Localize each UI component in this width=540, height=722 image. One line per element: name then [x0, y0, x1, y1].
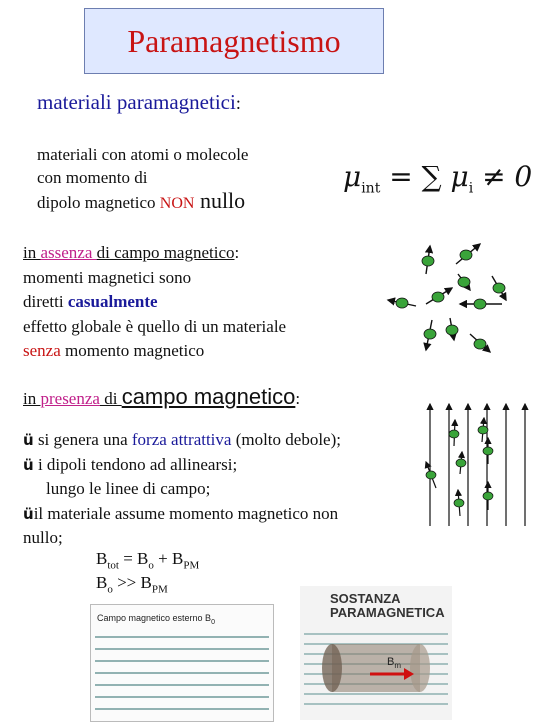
eq1-tot: tot	[107, 559, 119, 572]
heading3-campo: campo magnetico	[121, 384, 296, 409]
field-lines	[430, 404, 525, 526]
bullet-2	[23, 453, 341, 478]
dipole	[426, 288, 452, 304]
heading3-colon: :	[295, 389, 301, 408]
para1-nullo: nullo	[194, 188, 246, 213]
random-dipoles	[388, 244, 506, 352]
eq2-b: B	[96, 573, 108, 592]
bm-label	[387, 656, 401, 670]
substance-label-line1: SOSTANZA	[330, 591, 401, 606]
para1-line3-prefix: dipolo magnetico	[37, 193, 160, 212]
para2-line5-rest: momento magnetico	[60, 341, 205, 360]
check-icon: ü	[23, 504, 34, 523]
title-box	[84, 8, 384, 74]
para2-casualmente: casualmente	[67, 292, 158, 311]
page-title: Paramagnetismo	[127, 23, 341, 59]
eq1-plus: + B	[153, 549, 184, 568]
sum-formula	[343, 160, 532, 197]
para2-line2: momenti magnetici sono	[23, 267, 192, 287]
absence-paragraph	[23, 241, 286, 364]
external-field-label-text: Campo magnetico esterno B	[97, 613, 212, 623]
formula-neq: ≠ 0	[473, 160, 533, 193]
external-field-label	[97, 613, 215, 626]
para1-line1: materiali con atomi o molecole	[37, 145, 249, 164]
bullet-1-prefix: si genera una	[33, 430, 132, 449]
random-dipoles-figure	[380, 232, 520, 362]
dipole	[424, 320, 436, 350]
definition-paragraph	[37, 143, 248, 215]
dipole	[422, 246, 434, 274]
dipole	[483, 438, 493, 464]
para2-assenza: assenza	[40, 243, 97, 262]
dipole	[456, 452, 466, 474]
equation-2	[96, 573, 168, 595]
bullet-list	[23, 428, 341, 551]
check-icon: ü	[23, 455, 34, 474]
bullet-1	[23, 428, 341, 453]
para2-line3	[23, 290, 286, 315]
eq1-mid: = B	[118, 549, 149, 568]
substance-label	[330, 592, 445, 620]
formula-int: int	[361, 180, 381, 197]
eq1-pm: PM	[183, 559, 200, 572]
bullet-2-cont: lungo le linee di campo;	[46, 479, 211, 498]
dipole	[454, 490, 464, 516]
eq2-pm: PM	[151, 583, 168, 596]
substance-label-line2: PARAMAGNETICA	[330, 605, 445, 620]
bullet-3	[23, 502, 341, 527]
eq1-o: o	[148, 559, 154, 572]
dipole	[492, 276, 506, 300]
heading3-di: di	[99, 389, 122, 408]
dipole	[446, 318, 458, 340]
aligned-dipoles	[426, 418, 493, 516]
para2-colon: :	[234, 243, 240, 262]
eq2-o: o	[107, 583, 113, 596]
bullet-1-forza: forza attrattiva	[131, 430, 232, 449]
bullet-2-text: i dipoli tendono ad allinearsi;	[33, 454, 238, 474]
formula-rest: = ∑ μ	[380, 160, 469, 193]
para2-in: in	[23, 243, 41, 262]
heading3-presenza: presenza	[40, 389, 100, 408]
para1-line2: con momento di	[37, 168, 148, 187]
bm-label-b: B	[387, 656, 395, 668]
bullet-1-rest: (molto debole);	[231, 430, 341, 449]
formula-mu: μ	[343, 160, 362, 193]
bullet-3-text: il materiale assume momento magnetico non	[33, 503, 339, 523]
para2-di-campo: di campo magnetico	[96, 243, 235, 262]
dipole	[388, 298, 416, 308]
para2-line4: effetto globale è quello di un materiale	[23, 316, 287, 336]
eq1-b: B	[96, 549, 108, 568]
bm-label-sub: m	[394, 661, 402, 671]
para1-line3	[37, 189, 248, 215]
eq2-gt: >> B	[112, 573, 152, 592]
bullet-3-cont: nullo;	[23, 528, 63, 547]
dipole	[460, 299, 502, 309]
presence-heading	[23, 384, 300, 410]
aligned-dipoles-figure	[418, 398, 530, 530]
dipole	[483, 482, 493, 510]
para2-line5	[23, 339, 286, 364]
subtitle-text: materiali paramagnetici	[37, 90, 236, 114]
para2-senza: senza	[23, 341, 61, 360]
dipole	[458, 274, 470, 290]
external-field-label-sub: 0	[211, 618, 215, 626]
subtitle-colon: :	[235, 93, 241, 113]
para2-line3-prefix: diretti	[23, 292, 68, 311]
formula-i: i	[468, 180, 474, 197]
dipole	[470, 334, 490, 352]
equation-1	[96, 549, 199, 571]
para1-non: NON	[159, 195, 195, 212]
para2-line1	[23, 241, 286, 266]
cylinder	[322, 644, 430, 692]
dipole	[449, 420, 459, 446]
heading3-in: in	[23, 389, 41, 408]
subtitle	[37, 90, 241, 115]
dipole	[456, 244, 480, 264]
check-icon: ü	[23, 431, 34, 449]
dipole	[426, 462, 436, 488]
